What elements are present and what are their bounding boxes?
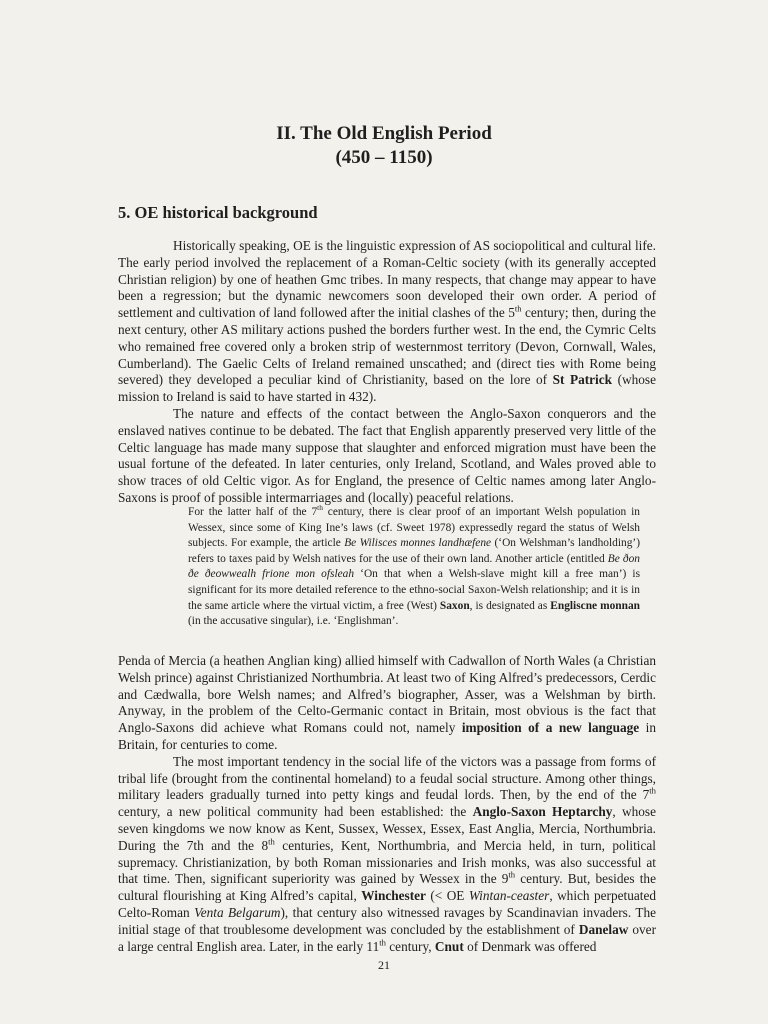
chapter-title — [0, 122, 768, 170]
term-st-patrick: St Patrick — [552, 372, 613, 388]
section-heading: 5. OE historical background — [118, 203, 318, 222]
paragraph-1: Historically speaking, OE is the linguistic expression of AS sociopolitical and cultural life. The early period involved the replacement of a Roman-Celtic society (with its generally accepted Christian religion) by one of heathen Gmc tribes. In many respects, that change may appear to have been a regression; but the dynamic newcomers soon developed their own order. A period of settlement and cultivation of land followed after the initial clashes of the 5th century; then, during the next century, other AS military actions pushed the borders further west. In the end, the Cymric Celts who remained free covered only a broken strip of westernmost territory (Devon, Cornwall, Wales, Cumberland). The Gaelic Celts of Ireland remained unscathed; and (direct ties with Rome being severed) they developed a peculiar kind of Christianity, based on the lore of St Patrick (whose mission to Ireland is said to have started in 432). — [118, 238, 656, 405]
chapter-title-line1: II. The Old English Period — [276, 123, 492, 144]
paragraph-4: The most important tendency in the social life of the victors was a passage from forms of tribal life (brought from the continental homeland) to a feudal social structure. Among other things, military leaders gradually turned into petty kings and feudal lords. Then, by the end of the 7th century, a new political community had been established: the Anglo-Saxon Heptarchy, whose seven kingdoms we now know as Kent, Sussex, Wessex, Essex, East Anglia, Mercia, Northumbria. During the 7th and the 8th centuries, Kent, Northumbria, and Mercia held, in turn, political supremacy. Christianization, by both Roman missionaries and Irish monks, was also successful at that time. Then, significant superiority was gained by Wessex in the 9th century. But, besides the cultural flourishing at King Alfred’s capital, Winchester (< OE Wintan-ceaster, which perpetuated Celto-Roman Venta Belgarum), that century also witnessed ravages by Scandinavian invaders. The initial stage of that troublesome development was concluded by the establishment of Danelaw over a large central English area. Later, in the early 11th century, Cnut of Denmark was offered — [118, 753, 657, 954]
body-block-top — [118, 238, 656, 507]
body-block-bottom — [118, 653, 656, 955]
chapter-title-line2: (450 – 1150) — [335, 147, 433, 168]
page-number: 21 — [378, 958, 390, 972]
paragraph-3: Penda of Mercia (a heathen Anglian king) allied himself with Cadwallon of North Wales (a Christian Welsh prince) against Christianized Northumbria. At least two of King Alfred’s predecessors, Cerdic and Cædwalla, bore Welsh names; and Alfred’s biographer, Asser, was a Welshman by birth. Anyway, in the problem of the Celto-Germanic contact in Britain, most obvious is the fact that Anglo-Saxons did achieve what Romans could not, namely imposition of a new language in Britain, for centuries to come. — [118, 653, 656, 752]
block-quote: For the latter half of the 7th century, there is clear proof of an important Welsh population in Wessex, since some of King Ine’s laws (cf. Sweet 1978) expressedly regard the status of Welsh subjects. For example, the article Be Wilisces monnes landhæfene (‘On Welshman’s landholding’) refers to taxes paid by Welsh natives for the use of their own land. Another article (entitled Be ðon ðe ðeowwealh frione mon ofsleah ‘On that when a Welsh-slave might kill a free man’) is significant for its more detailed reference to the ethno-social Saxon-Welsh relationship; and it is in the same article where the virtual victim, a free (West) Saxon, is designated as Engliscne monnan (in the accusative singular), i.e. ‘Englishman’. — [188, 503, 641, 628]
paragraph-2: The nature and effects of the contact between the Anglo-Saxon conquerors and the enslaved natives continue to be debated. The fact that English apparently preserved very little of the Celtic language has made many suppose that slaughter and enforced migration must have been the usual fortune of the defeated. In later centuries, only Ireland, Scotland, and Wales proved able to show traces of old Celtic vigor. As for England, the presence of Celtic names among later Anglo-Saxons is proof of possible intermarriages and (locally) peaceful relations. — [118, 405, 656, 505]
